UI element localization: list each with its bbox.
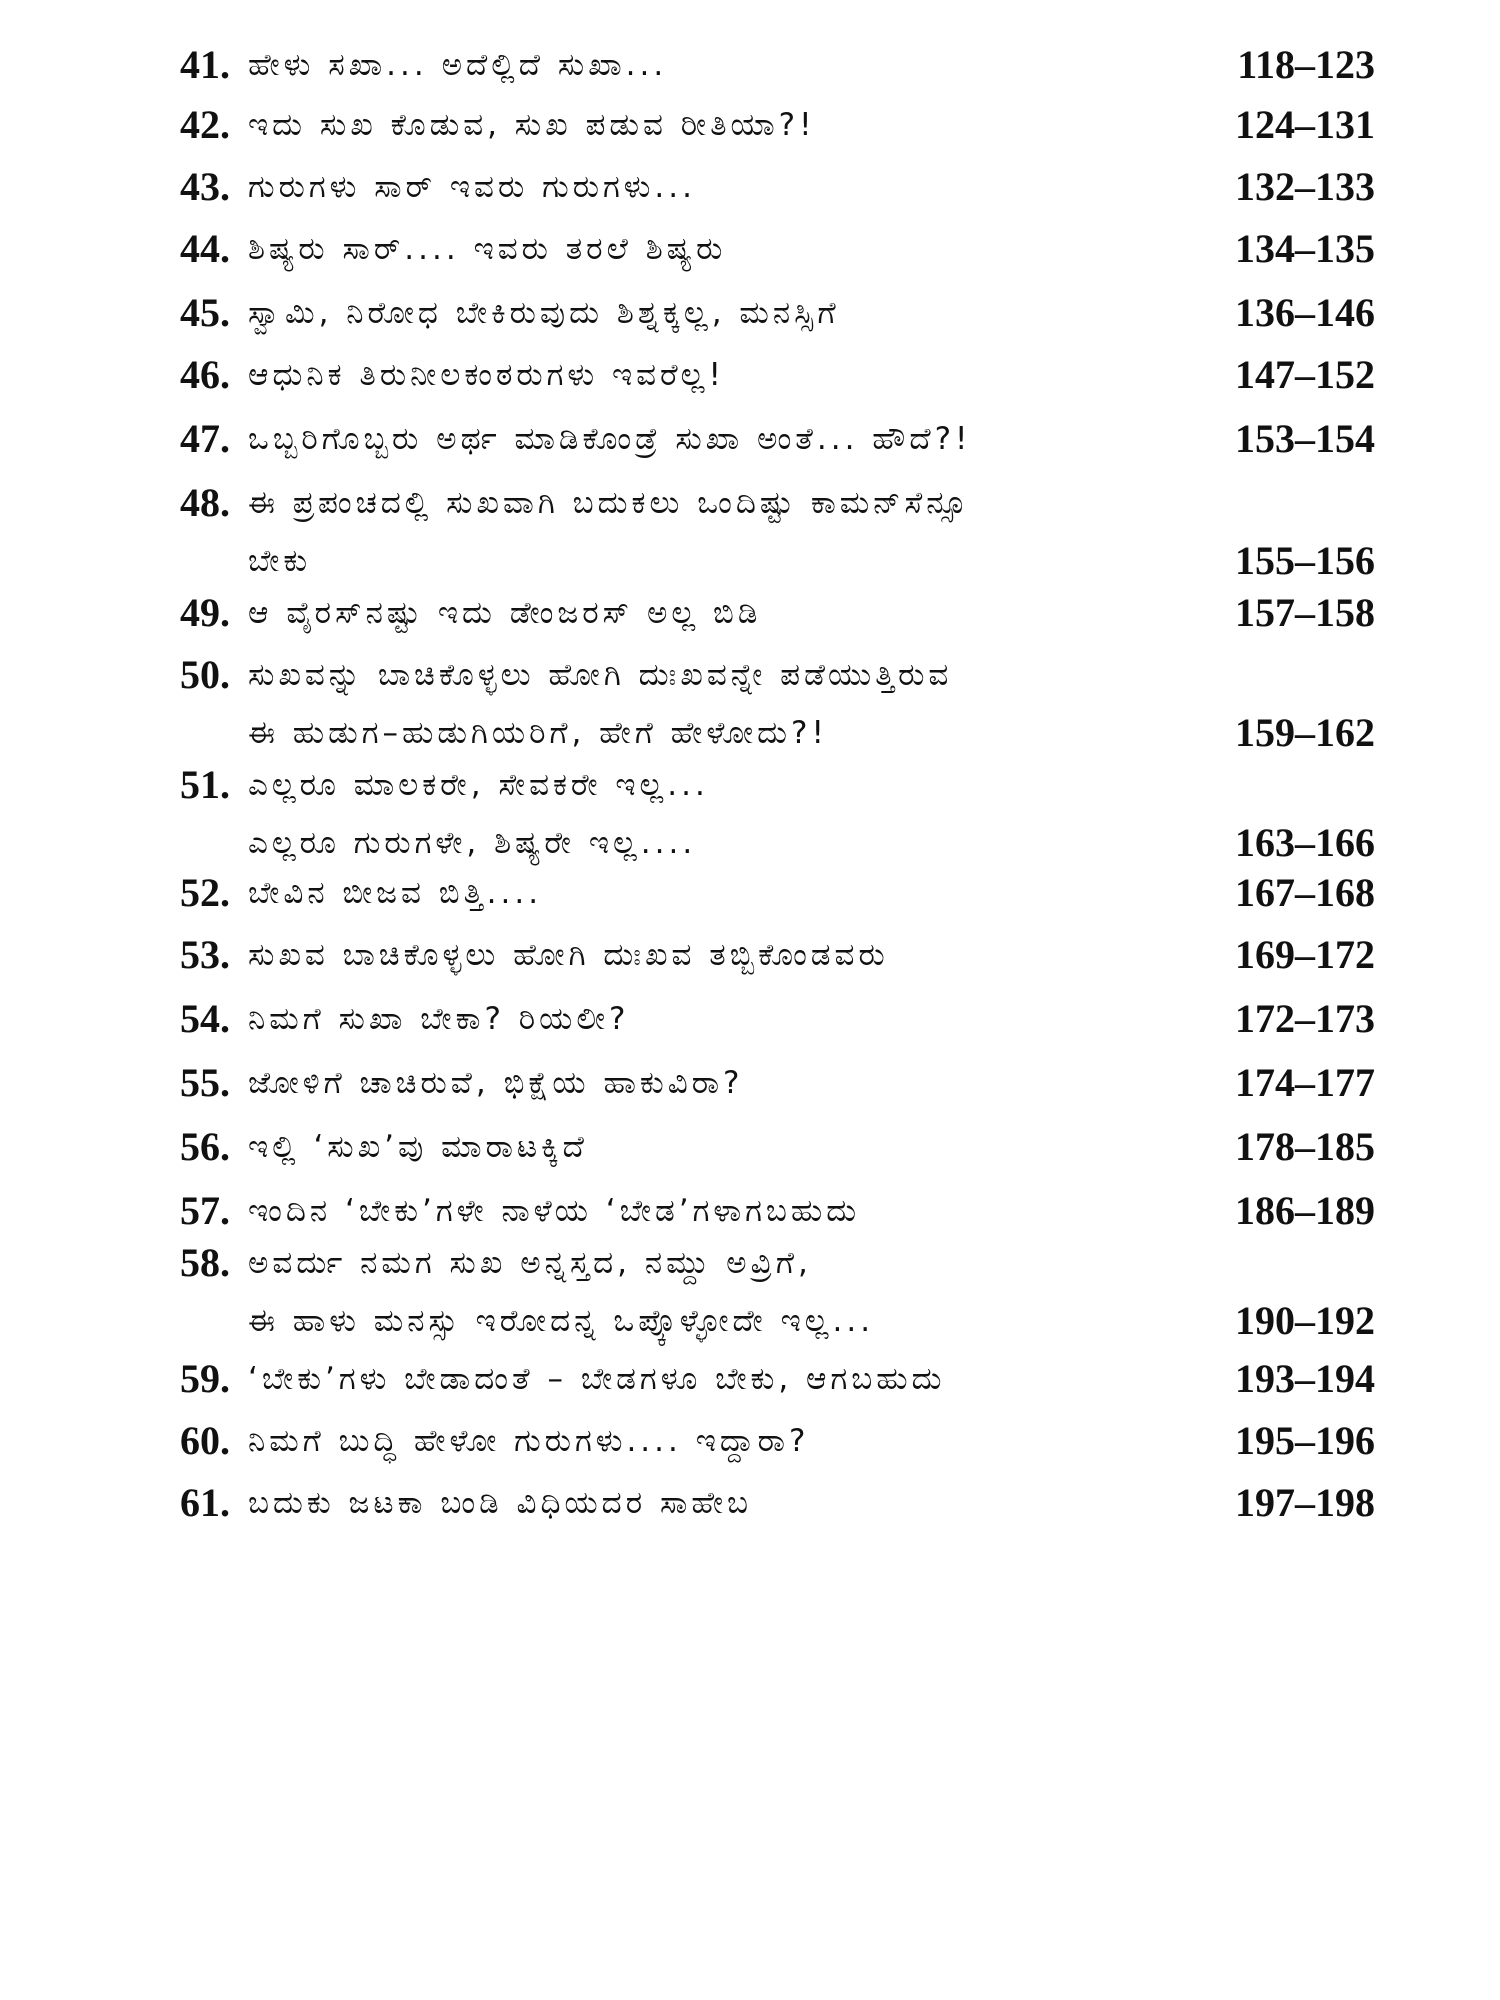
entry-page-range: 190–192 (1235, 1298, 1375, 1343)
entry-title-line: ಎಲ್ಲರೂ ಗುರುಗಳೇ, ಶಿಷ್ಯರೇ ಇಲ್ಲ.... (248, 825, 697, 861)
entry-number: 58. (180, 1240, 230, 1285)
entry-page-range: 134–135 (1235, 226, 1375, 271)
entry-title-line: ಸುಖವ ಬಾಚಿಕೊಳ್ಳಲು ಹೋಗಿ ದುಃಖವ ತಬ್ಬಿಕೊಂಡವರು (248, 937, 889, 973)
entry-page-range: 178–185 (1235, 1124, 1375, 1169)
entry-number: 52. (180, 870, 230, 915)
entry-title-line: ಗುರುಗಳು ಸಾರ್ ಇವರು ಗುರುಗಳು... (248, 169, 696, 205)
entry-title-line: ಬೇಕು (248, 543, 312, 579)
entry-page-range: 195–196 (1235, 1418, 1375, 1463)
entry-number: 41. (180, 42, 230, 87)
entry-page-range: 167–168 (1235, 870, 1375, 915)
entry-page-range: 155–156 (1235, 538, 1375, 583)
entry-number: 57. (180, 1188, 230, 1233)
entry-title-line: ಶಿಷ್ಯರು ಸಾರ್.... ಇವರು ತರಲೆ ಶಿಷ್ಯರು (248, 231, 727, 267)
entry-title-line: ಒಬ್ಬರಿಗೊಬ್ಬರು ಅರ್ಥ ಮಾಡಿಕೊಂಡ್ರೆ ಸುಖಾ ಅಂತೆ... ಹೌದೆ?! (248, 421, 972, 457)
entry-title-line: ಸ್ವಾಮಿ, ನಿರೋಧ ಬೇಕಿರುವುದು ಶಿಶ್ನಕ್ಕಲ್ಲ, ಮನಸ್ಸಿಗೆ (248, 295, 840, 331)
entry-number: 46. (180, 352, 230, 397)
entry-title-line: ಆಧುನಿಕ ತಿರುನೀಲಕಂಠರುಗಳು ಇವರೆಲ್ಲ! (248, 357, 725, 393)
entry-page-range: 147–152 (1235, 352, 1375, 397)
entry-title-line: ಬೇವಿನ ಬೀಜವ ಬಿತ್ತಿ.... (248, 875, 543, 911)
entry-title-line: ಇಂದಿನ ‘ಬೇಕು’ಗಳೇ ನಾಳೆಯ ‘ಬೇಡ’ಗಳಾಗಬಹುದು (248, 1193, 861, 1229)
entry-title-line: ಎಲ್ಲರೂ ಮಾಲಕರೇ, ಸೇವಕರೇ ಇಲ್ಲ... (248, 767, 709, 803)
entry-number: 45. (180, 290, 230, 335)
entry-number: 61. (180, 1480, 230, 1525)
entry-title-line: ಜೋಳಿಗೆ ಚಾಚಿರುವೆ, ಭಿಕ್ಷೆಯ ಹಾಕುವಿರಾ? (248, 1065, 744, 1101)
entry-title-line: ಇದು ಸುಖ ಕೊಡುವ, ಸುಖ ಪಡುವ ರೀತಿಯಾ?! (248, 107, 816, 143)
entry-title-line: ನಿಮಗೆ ಬುದ್ಧಿ ಹೇಳೋ ಗುರುಗಳು.... ಇದ್ದಾರಾ? (248, 1423, 810, 1459)
entry-number: 47. (180, 416, 230, 461)
entry-page-range: 169–172 (1235, 932, 1375, 977)
entry-title-line: ನಿಮಗೆ ಸುಖಾ ಬೇಕಾ? ರಿಯಲೀ? (248, 1001, 630, 1037)
entry-title-line: ಈ ಪ್ರಪಂಚದಲ್ಲಿ ಸುಖವಾಗಿ ಬದುಕಲು ಒಂದಿಷ್ಟು ಕಾಮನ್‌ಸೆನ್ಸೂ (248, 485, 971, 521)
entry-page-range: 153–154 (1235, 416, 1375, 461)
entry-number: 42. (180, 102, 230, 147)
entry-page-range: 174–177 (1235, 1060, 1375, 1105)
entry-number: 48. (180, 480, 230, 525)
entry-title-line: ಆ ವೈರಸ್‌ನಷ್ಟು ಇದು ಡೇಂಜರಸ್ ಅಲ್ಲ ಬಿಡಿ (248, 595, 762, 631)
entry-number: 50. (180, 652, 230, 697)
entry-title-line: ಅವರ್ದು ನಮಗ ಸುಖ ಅನ್ನಸ್ತದ, ನಮ್ದು ಅವ್ರಿಗೆ, (248, 1245, 812, 1281)
entry-number: 59. (180, 1356, 230, 1401)
entry-page-range: 172–173 (1235, 996, 1375, 1041)
entry-number: 56. (180, 1124, 230, 1169)
entry-number: 60. (180, 1418, 230, 1463)
entry-title-line: ಸುಖವನ್ನು ಬಾಚಿಕೊಳ್ಳಲು ಹೋಗಿ ದುಃಖವನ್ನೇ ಪಡೆಯುತ್ತಿರುವ (248, 657, 953, 693)
entry-title-line: ಇಲ್ಲಿ ‘ಸುಖ’ವು ಮಾರಾಟಕ್ಕಿದೆ (248, 1129, 588, 1165)
entry-number: 53. (180, 932, 230, 977)
entry-number: 43. (180, 164, 230, 209)
entry-title-line: ಈ ಹುಡುಗ–ಹುಡುಗಿಯರಿಗೆ, ಹೇಗೆ ಹೇಳೋದು?! (248, 715, 828, 751)
entry-number: 51. (180, 762, 230, 807)
entry-title-line: ಬದುಕು ಜಟಕಾ ಬಂಡಿ ವಿಧಿಯದರ ಸಾಹೇಬ (248, 1485, 753, 1521)
entry-page-range: 159–162 (1235, 710, 1375, 755)
entry-page-range: 163–166 (1235, 820, 1375, 865)
entry-page-range: 193–194 (1235, 1356, 1375, 1401)
entry-number: 54. (180, 996, 230, 1041)
entry-number: 55. (180, 1060, 230, 1105)
entry-page-range: 136–146 (1235, 290, 1375, 335)
entry-title-line: ‘ಬೇಕು’ಗಳು ಬೇಡಾದಂತೆ – ಬೇಡಗಳೂ ಬೇಕು, ಆಗಬಹುದು (248, 1361, 946, 1397)
entry-number: 49. (180, 590, 230, 635)
entry-page-range: 186–189 (1235, 1188, 1375, 1233)
entry-page-range: 157–158 (1235, 590, 1375, 635)
entry-page-range: 124–131 (1235, 102, 1375, 147)
entry-number: 44. (180, 226, 230, 271)
entry-page-range: 132–133 (1235, 164, 1375, 209)
entry-page-range: 197–198 (1235, 1480, 1375, 1525)
entry-page-range: 118–123 (1237, 42, 1375, 87)
entry-title-line: ಈ ಹಾಳು ಮನಸ್ಸು ಇರೋದನ್ನ ಒಪ್ಕೊಳ್ಳೋದೇ ಇಲ್ಲ... (248, 1303, 875, 1339)
entry-title-line: ಹೇಳು ಸಖಾ... ಅದೆಲ್ಲಿದೆ ಸುಖಾ... (248, 47, 668, 83)
